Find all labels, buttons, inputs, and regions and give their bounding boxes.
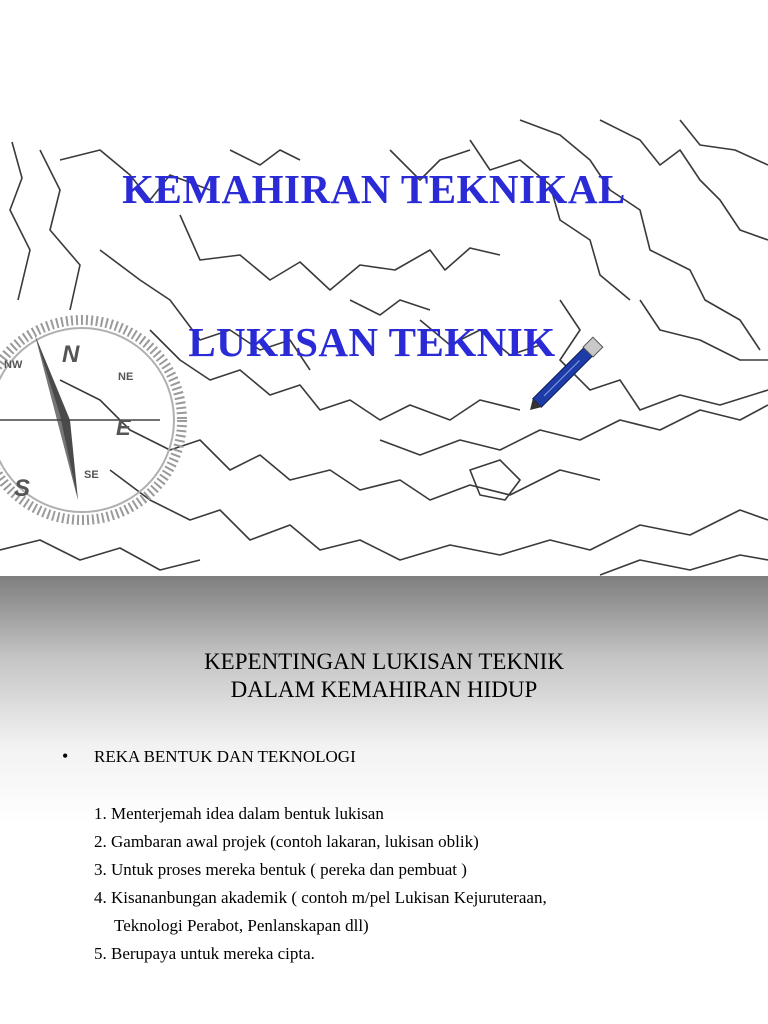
heading-line2: DALAM KEMAHIRAN HIDUP bbox=[230, 677, 538, 702]
bullet-marker: • bbox=[62, 746, 69, 766]
list-item-continuation: Teknologi Perabot, Penlanskapan dll) bbox=[114, 916, 369, 935]
list-item: 4. Kisananbungan akademik ( contoh m/pel Lukisan Kejuruteraan, bbox=[94, 888, 547, 907]
slide-title-line2: LUKISAN TEKNIK bbox=[188, 319, 556, 365]
svg-text:SE: SE bbox=[84, 469, 99, 481]
slide-title-line1: KEMAHIRAN TEKNIKAL bbox=[122, 166, 626, 212]
list-item: 5. Berupaya untuk mereka cipta. bbox=[94, 944, 315, 963]
slide-content bbox=[0, 576, 768, 1024]
heading-line1: KEPENTINGAN LUKISAN TEKNIK bbox=[204, 649, 564, 674]
svg-text:E: E bbox=[116, 415, 131, 440]
svg-text:NE: NE bbox=[118, 371, 134, 383]
svg-text:N: N bbox=[62, 341, 80, 368]
numbered-list bbox=[94, 800, 547, 968]
svg-text:NW: NW bbox=[4, 359, 23, 371]
bullet-text: REKA BENTUK DAN TEKNOLOGI bbox=[94, 746, 356, 766]
bullet-item bbox=[62, 746, 356, 767]
svg-text:S: S bbox=[14, 475, 31, 502]
slide-heading bbox=[0, 648, 768, 704]
list-item: 2. Gambaran awal projek (contoh lakaran, lukisan oblik) bbox=[94, 832, 479, 851]
list-item: 1. Menterjemah idea dalam bentuk lukisan bbox=[94, 804, 384, 823]
list-item: 3. Untuk proses mereka bentuk ( pereka dan pembuat ) bbox=[94, 860, 467, 879]
